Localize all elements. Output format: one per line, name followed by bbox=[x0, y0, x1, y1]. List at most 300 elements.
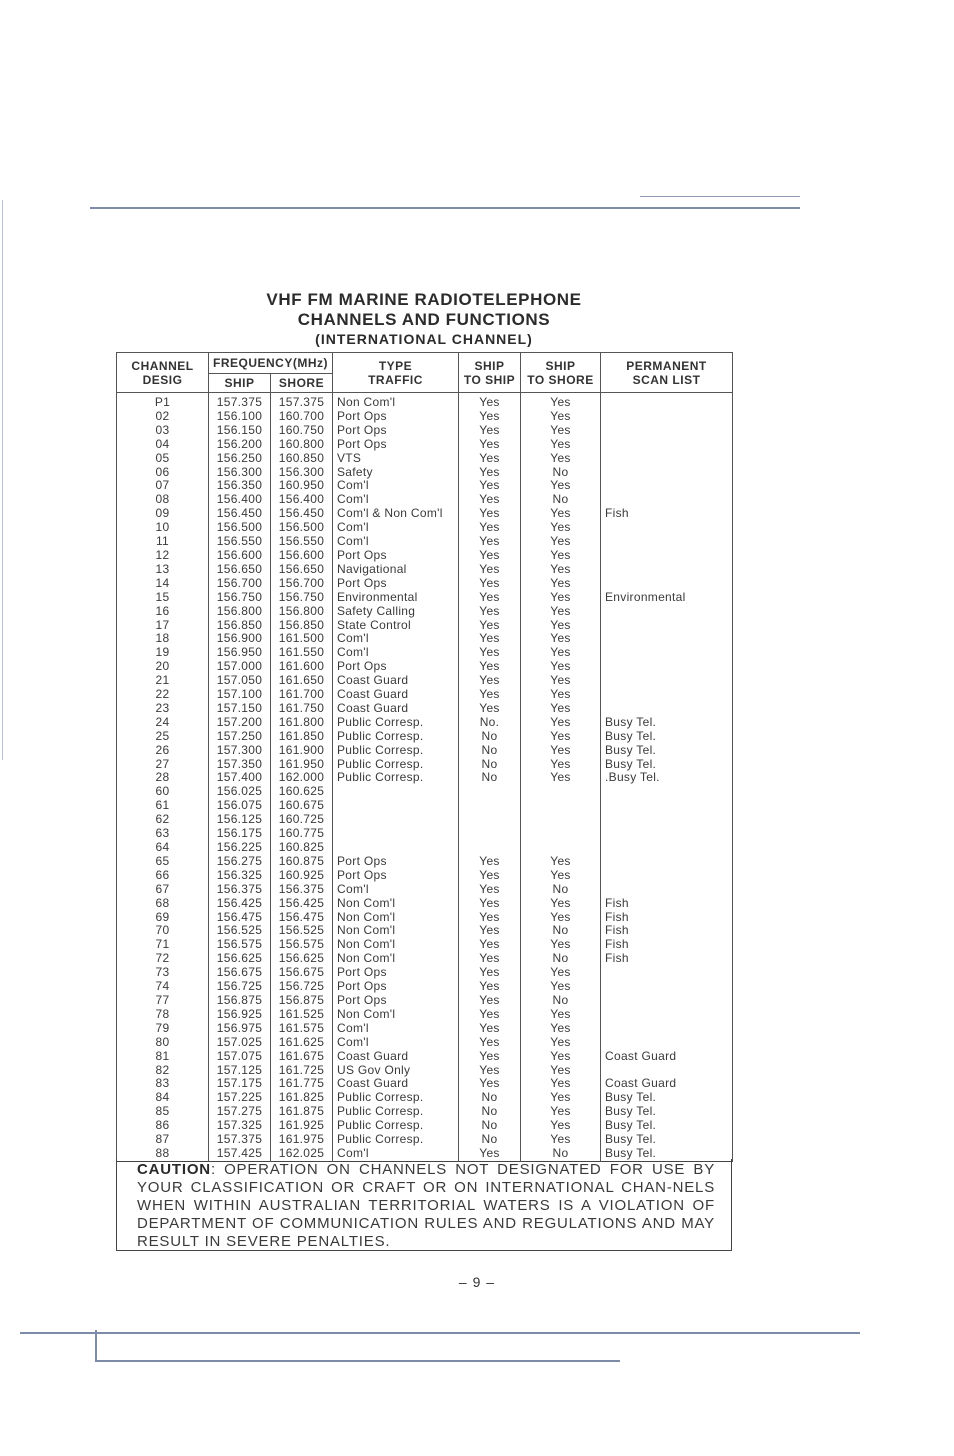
ship-frequency-cell: 156.875 bbox=[209, 994, 271, 1008]
traffic-type-cell: Port Ops bbox=[333, 424, 459, 438]
table-row bbox=[117, 452, 733, 466]
ship-to-ship-cell: Yes bbox=[459, 1064, 521, 1078]
shore-frequency-cell: 156.525 bbox=[271, 924, 333, 938]
ship-to-shore-cell: Yes bbox=[521, 897, 601, 911]
ship-to-ship-cell: Yes bbox=[459, 521, 521, 535]
channel-desig-cell: 04 bbox=[117, 438, 209, 452]
table-row bbox=[117, 827, 733, 841]
ship-to-ship-cell: No bbox=[459, 1119, 521, 1133]
channel-desig-cell: 20 bbox=[117, 660, 209, 674]
ship-frequency-cell: 157.150 bbox=[209, 702, 271, 716]
traffic-type-cell: Navigational bbox=[333, 563, 459, 577]
scan-list-cell: Fish bbox=[601, 897, 733, 911]
shore-frequency-cell: 162.000 bbox=[271, 771, 333, 785]
channel-desig-cell: 23 bbox=[117, 702, 209, 716]
ship-frequency-cell: 157.400 bbox=[209, 771, 271, 785]
channel-desig-cell: 24 bbox=[117, 716, 209, 730]
ship-to-ship-cell: Yes bbox=[459, 938, 521, 952]
table-row bbox=[117, 1133, 733, 1147]
ship-frequency-cell: 156.725 bbox=[209, 980, 271, 994]
ship-to-ship-cell: Yes bbox=[459, 577, 521, 591]
ship-frequency-cell: 157.325 bbox=[209, 1119, 271, 1133]
shore-frequency-cell: 156.725 bbox=[271, 980, 333, 994]
ship-frequency-cell: 156.800 bbox=[209, 605, 271, 619]
table-row bbox=[117, 758, 733, 772]
ship-to-shore-cell: Yes bbox=[521, 632, 601, 646]
ship-frequency-cell: 156.950 bbox=[209, 646, 271, 660]
table-row bbox=[117, 563, 733, 577]
ship-to-shore-cell: Yes bbox=[521, 938, 601, 952]
table-row bbox=[117, 869, 733, 883]
ship-frequency-cell: 156.300 bbox=[209, 466, 271, 480]
shore-frequency-cell: 156.475 bbox=[271, 911, 333, 925]
traffic-type-cell: Com'l bbox=[333, 479, 459, 493]
shore-frequency-cell: 161.900 bbox=[271, 744, 333, 758]
shore-frequency-cell: 160.775 bbox=[271, 827, 333, 841]
ship-frequency-cell: 157.100 bbox=[209, 688, 271, 702]
ship-to-ship-cell: No bbox=[459, 1105, 521, 1119]
ship-to-ship-cell: No. bbox=[459, 716, 521, 730]
channel-desig-cell: 87 bbox=[117, 1133, 209, 1147]
traffic-type-cell: Environmental bbox=[333, 591, 459, 605]
traffic-type-cell: Public Corresp. bbox=[333, 1119, 459, 1133]
scan-list-cell: Fish bbox=[601, 924, 733, 938]
ship-to-ship-cell: Yes bbox=[459, 393, 521, 410]
ship-to-shore-cell: Yes bbox=[521, 855, 601, 869]
ship-to-ship-cell: Yes bbox=[459, 619, 521, 633]
ship-to-shore-cell: Yes bbox=[521, 674, 601, 688]
table-row bbox=[117, 577, 733, 591]
table-row bbox=[117, 1064, 733, 1078]
header-permanent-scan-list: PERMANENT SCAN LIST bbox=[601, 353, 733, 393]
table-row bbox=[117, 952, 733, 966]
ship-to-shore-cell: Yes bbox=[521, 1036, 601, 1050]
shore-frequency-cell: 162.025 bbox=[271, 1147, 333, 1161]
ship-to-shore-cell: No bbox=[521, 466, 601, 480]
traffic-type-cell: Port Ops bbox=[333, 980, 459, 994]
ship-frequency-cell: 156.075 bbox=[209, 799, 271, 813]
ship-to-shore-cell bbox=[521, 785, 601, 799]
ship-frequency-cell: 156.150 bbox=[209, 424, 271, 438]
traffic-type-cell: Safety Calling bbox=[333, 605, 459, 619]
ship-to-ship-cell: Yes bbox=[459, 980, 521, 994]
ship-to-ship-cell: Yes bbox=[459, 994, 521, 1008]
ship-to-shore-cell: Yes bbox=[521, 577, 601, 591]
ship-to-ship-cell: Yes bbox=[459, 535, 521, 549]
ship-to-ship-cell bbox=[459, 841, 521, 855]
ship-to-ship-cell: Yes bbox=[459, 702, 521, 716]
ship-to-shore-cell: Yes bbox=[521, 1091, 601, 1105]
ship-to-shore-cell: No bbox=[521, 493, 601, 507]
traffic-type-cell: Non Com'l bbox=[333, 924, 459, 938]
shore-frequency-cell: 156.800 bbox=[271, 605, 333, 619]
channel-desig-cell: 11 bbox=[117, 535, 209, 549]
ship-frequency-cell: 156.500 bbox=[209, 521, 271, 535]
table-row bbox=[117, 646, 733, 660]
ship-to-shore-cell: Yes bbox=[521, 688, 601, 702]
scan-list-cell bbox=[601, 688, 733, 702]
ship-frequency-cell: 156.100 bbox=[209, 410, 271, 424]
shore-frequency-cell: 160.625 bbox=[271, 785, 333, 799]
ship-frequency-cell: 156.675 bbox=[209, 966, 271, 980]
shore-frequency-cell: 161.825 bbox=[271, 1091, 333, 1105]
shore-frequency-cell: 160.675 bbox=[271, 799, 333, 813]
channel-desig-cell: 65 bbox=[117, 855, 209, 869]
ship-to-ship-cell: Yes bbox=[459, 660, 521, 674]
table-row bbox=[117, 393, 733, 410]
table-row bbox=[117, 1077, 733, 1091]
shore-frequency-cell: 161.975 bbox=[271, 1133, 333, 1147]
ship-frequency-cell: 156.975 bbox=[209, 1022, 271, 1036]
ship-to-shore-cell bbox=[521, 813, 601, 827]
traffic-type-cell: Port Ops bbox=[333, 869, 459, 883]
ship-to-shore-cell: Yes bbox=[521, 410, 601, 424]
scan-list-cell bbox=[601, 479, 733, 493]
traffic-type-cell: Non Com'l bbox=[333, 897, 459, 911]
table-row bbox=[117, 521, 733, 535]
traffic-type-cell: Public Corresp. bbox=[333, 744, 459, 758]
scan-list-cell bbox=[601, 1064, 733, 1078]
ship-frequency-cell: 157.225 bbox=[209, 1091, 271, 1105]
ship-to-ship-cell: No bbox=[459, 730, 521, 744]
ship-to-shore-cell: Yes bbox=[521, 911, 601, 925]
ship-to-ship-cell: Yes bbox=[459, 549, 521, 563]
shore-frequency-cell: 156.850 bbox=[271, 619, 333, 633]
scan-list-cell bbox=[601, 493, 733, 507]
traffic-type-cell: Com'l bbox=[333, 646, 459, 660]
scan-list-cell: Busy Tel. bbox=[601, 1147, 733, 1161]
table-row bbox=[117, 799, 733, 813]
shore-frequency-cell: 160.950 bbox=[271, 479, 333, 493]
ship-to-shore-cell: Yes bbox=[521, 980, 601, 994]
ship-to-ship-cell bbox=[459, 827, 521, 841]
ship-to-ship-cell: Yes bbox=[459, 438, 521, 452]
ship-to-shore-cell: Yes bbox=[521, 424, 601, 438]
shore-frequency-cell: 161.600 bbox=[271, 660, 333, 674]
channel-desig-cell: 03 bbox=[117, 424, 209, 438]
traffic-type-cell: Com'l bbox=[333, 1022, 459, 1036]
channel-desig-cell: 66 bbox=[117, 869, 209, 883]
channel-desig-cell: 64 bbox=[117, 841, 209, 855]
scan-list-cell bbox=[601, 535, 733, 549]
shore-frequency-cell: 160.875 bbox=[271, 855, 333, 869]
channel-desig-cell: 85 bbox=[117, 1105, 209, 1119]
ship-to-shore-cell: Yes bbox=[521, 660, 601, 674]
channel-desig-cell: 28 bbox=[117, 771, 209, 785]
table-row bbox=[117, 410, 733, 424]
ship-to-ship-cell: Yes bbox=[459, 674, 521, 688]
ship-to-ship-cell: Yes bbox=[459, 1147, 521, 1161]
ship-to-shore-cell: Yes bbox=[521, 1008, 601, 1022]
shore-frequency-cell: 156.875 bbox=[271, 994, 333, 1008]
traffic-type-cell: Coast Guard bbox=[333, 702, 459, 716]
ship-to-ship-cell: Yes bbox=[459, 479, 521, 493]
shore-frequency-cell: 156.650 bbox=[271, 563, 333, 577]
traffic-type-cell: VTS bbox=[333, 452, 459, 466]
channel-desig-cell: 80 bbox=[117, 1036, 209, 1050]
table-row bbox=[117, 507, 733, 521]
ship-frequency-cell: 157.425 bbox=[209, 1147, 271, 1161]
table-row bbox=[117, 911, 733, 925]
ship-to-shore-cell: No bbox=[521, 924, 601, 938]
ship-frequency-cell: 156.225 bbox=[209, 841, 271, 855]
channel-desig-cell: 12 bbox=[117, 549, 209, 563]
scan-list-cell bbox=[601, 563, 733, 577]
channel-desig-cell: 77 bbox=[117, 994, 209, 1008]
scan-list-cell bbox=[601, 632, 733, 646]
ship-to-shore-cell: Yes bbox=[521, 507, 601, 521]
traffic-type-cell bbox=[333, 827, 459, 841]
channel-desig-cell: 74 bbox=[117, 980, 209, 994]
ship-frequency-cell: 157.300 bbox=[209, 744, 271, 758]
table-row bbox=[117, 771, 733, 785]
scan-line-bottom-2 bbox=[95, 1360, 620, 1362]
shore-frequency-cell: 156.500 bbox=[271, 521, 333, 535]
ship-frequency-cell: 157.250 bbox=[209, 730, 271, 744]
caution-label: CAUTION bbox=[137, 1161, 211, 1178]
ship-to-ship-cell: Yes bbox=[459, 1022, 521, 1036]
ship-frequency-cell: 157.375 bbox=[209, 393, 271, 410]
ship-to-ship-cell: Yes bbox=[459, 410, 521, 424]
ship-frequency-cell: 157.175 bbox=[209, 1077, 271, 1091]
channel-desig-cell: 02 bbox=[117, 410, 209, 424]
traffic-type-cell: Port Ops bbox=[333, 660, 459, 674]
ship-to-shore-cell: No bbox=[521, 952, 601, 966]
scan-list-cell bbox=[601, 869, 733, 883]
ship-to-shore-cell: Yes bbox=[521, 438, 601, 452]
ship-frequency-cell: 156.750 bbox=[209, 591, 271, 605]
ship-to-shore-cell: Yes bbox=[521, 646, 601, 660]
traffic-type-cell: Public Corresp. bbox=[333, 758, 459, 772]
ship-to-ship-cell: Yes bbox=[459, 883, 521, 897]
traffic-type-cell: State Control bbox=[333, 619, 459, 633]
traffic-type-cell: Coast Guard bbox=[333, 1077, 459, 1091]
scan-list-cell: .Busy Tel. bbox=[601, 771, 733, 785]
ship-to-shore-cell: Yes bbox=[521, 744, 601, 758]
channel-desig-cell: P1 bbox=[117, 393, 209, 410]
ship-to-ship-cell: Yes bbox=[459, 646, 521, 660]
table-row bbox=[117, 660, 733, 674]
ship-frequency-cell: 156.025 bbox=[209, 785, 271, 799]
ship-frequency-cell: 156.125 bbox=[209, 813, 271, 827]
ship-to-ship-cell: Yes bbox=[459, 924, 521, 938]
header-frequency: FREQUENCY(MHz) bbox=[209, 353, 333, 374]
ship-to-ship-cell: Yes bbox=[459, 952, 521, 966]
ship-to-ship-cell: Yes bbox=[459, 466, 521, 480]
table-row bbox=[117, 1119, 733, 1133]
traffic-type-cell: Port Ops bbox=[333, 549, 459, 563]
ship-frequency-cell: 157.375 bbox=[209, 1133, 271, 1147]
ship-to-shore-cell: No bbox=[521, 1147, 601, 1161]
table-row bbox=[117, 549, 733, 563]
channel-desig-cell: 10 bbox=[117, 521, 209, 535]
ship-to-ship-cell: Yes bbox=[459, 1050, 521, 1064]
ship-frequency-cell: 157.025 bbox=[209, 1036, 271, 1050]
ship-frequency-cell: 156.925 bbox=[209, 1008, 271, 1022]
table-row bbox=[117, 535, 733, 549]
channel-desig-cell: 84 bbox=[117, 1091, 209, 1105]
channel-desig-cell: 62 bbox=[117, 813, 209, 827]
shore-frequency-cell: 161.775 bbox=[271, 1077, 333, 1091]
scan-list-cell bbox=[601, 549, 733, 563]
table-row bbox=[117, 466, 733, 480]
channel-desig-cell: 19 bbox=[117, 646, 209, 660]
shore-frequency-cell: 156.750 bbox=[271, 591, 333, 605]
shore-frequency-cell: 161.925 bbox=[271, 1119, 333, 1133]
ship-to-shore-cell: Yes bbox=[521, 1022, 601, 1036]
ship-to-ship-cell: Yes bbox=[459, 688, 521, 702]
ship-to-ship-cell: Yes bbox=[459, 507, 521, 521]
table-row bbox=[117, 994, 733, 1008]
traffic-type-cell: US Gov Only bbox=[333, 1064, 459, 1078]
channel-desig-cell: 13 bbox=[117, 563, 209, 577]
ship-frequency-cell: 157.125 bbox=[209, 1064, 271, 1078]
table-row bbox=[117, 1050, 733, 1064]
ship-to-shore-cell bbox=[521, 827, 601, 841]
scan-list-cell: Coast Guard bbox=[601, 1077, 733, 1091]
shore-frequency-cell: 161.525 bbox=[271, 1008, 333, 1022]
scan-list-cell: Busy Tel. bbox=[601, 758, 733, 772]
shore-frequency-cell: 156.300 bbox=[271, 466, 333, 480]
ship-to-ship-cell bbox=[459, 799, 521, 813]
ship-frequency-cell: 156.650 bbox=[209, 563, 271, 577]
channel-desig-cell: 21 bbox=[117, 674, 209, 688]
ship-to-ship-cell: No bbox=[459, 771, 521, 785]
ship-to-ship-cell: Yes bbox=[459, 855, 521, 869]
ship-frequency-cell: 156.400 bbox=[209, 493, 271, 507]
channel-desig-cell: 07 bbox=[117, 479, 209, 493]
traffic-type-cell: Com'l bbox=[333, 493, 459, 507]
ship-to-shore-cell: Yes bbox=[521, 1119, 601, 1133]
ship-to-shore-cell: Yes bbox=[521, 521, 601, 535]
shore-frequency-cell: 157.375 bbox=[271, 393, 333, 410]
traffic-type-cell: Coast Guard bbox=[333, 1050, 459, 1064]
traffic-type-cell: Public Corresp. bbox=[333, 716, 459, 730]
scan-list-cell bbox=[601, 1008, 733, 1022]
shore-frequency-cell: 160.925 bbox=[271, 869, 333, 883]
channel-desig-cell: 05 bbox=[117, 452, 209, 466]
ship-to-ship-cell: No bbox=[459, 1133, 521, 1147]
channel-desig-cell: 15 bbox=[117, 591, 209, 605]
ship-to-shore-cell: Yes bbox=[521, 1050, 601, 1064]
ship-frequency-cell: 156.475 bbox=[209, 911, 271, 925]
shore-frequency-cell: 160.750 bbox=[271, 424, 333, 438]
channel-desig-cell: 72 bbox=[117, 952, 209, 966]
table-row bbox=[117, 730, 733, 744]
ship-to-shore-cell: Yes bbox=[521, 535, 601, 549]
header-type-traffic: TYPE TRAFFIC bbox=[333, 353, 459, 393]
ship-frequency-cell: 156.350 bbox=[209, 479, 271, 493]
caution-text: : OPERATION ON CHANNELS NOT DESIGNATED FOR USE BY YOUR CLASSIFICATION OR CRAFT OR ON INTERNATIONAL CHAN-NELS WHEN WITHIN AUSTRALIAN TERRITORIAL WATERS IS A VIOLATION OF DEPARTMENT OF COMMUNICATION RULES AND REGULATIONS AND MAY RESULT IN SEVERE PENALTIES. bbox=[137, 1161, 715, 1250]
title-line-2: CHANNELS AND FUNCTIONS bbox=[297, 310, 551, 329]
scan-list-cell bbox=[601, 577, 733, 591]
traffic-type-cell: Com'l & Non Com'l bbox=[333, 507, 459, 521]
traffic-type-cell: Com'l bbox=[333, 883, 459, 897]
ship-to-ship-cell: No bbox=[459, 1091, 521, 1105]
channel-table bbox=[116, 352, 733, 1162]
ship-frequency-cell: 156.175 bbox=[209, 827, 271, 841]
traffic-type-cell: Port Ops bbox=[333, 410, 459, 424]
table-row bbox=[117, 591, 733, 605]
traffic-type-cell: Port Ops bbox=[333, 994, 459, 1008]
ship-to-shore-cell: Yes bbox=[521, 716, 601, 730]
channel-desig-cell: 70 bbox=[117, 924, 209, 938]
ship-to-ship-cell: Yes bbox=[459, 452, 521, 466]
ship-to-shore-cell: Yes bbox=[521, 1133, 601, 1147]
shore-frequency-cell: 161.575 bbox=[271, 1022, 333, 1036]
scan-list-cell: Busy Tel. bbox=[601, 1091, 733, 1105]
shore-frequency-cell: 160.800 bbox=[271, 438, 333, 452]
table-row bbox=[117, 1036, 733, 1050]
channel-rows bbox=[117, 393, 733, 1162]
scan-list-cell: Busy Tel. bbox=[601, 1133, 733, 1147]
table-row bbox=[117, 785, 733, 799]
shore-frequency-cell: 161.625 bbox=[271, 1036, 333, 1050]
ship-to-ship-cell: Yes bbox=[459, 869, 521, 883]
ship-frequency-cell: 157.000 bbox=[209, 660, 271, 674]
traffic-type-cell: Safety bbox=[333, 466, 459, 480]
shore-frequency-cell: 160.825 bbox=[271, 841, 333, 855]
table-row bbox=[117, 938, 733, 952]
scan-list-cell: Fish bbox=[601, 938, 733, 952]
scan-list-cell bbox=[601, 660, 733, 674]
table-row bbox=[117, 424, 733, 438]
ship-to-shore-cell: Yes bbox=[521, 1105, 601, 1119]
shore-frequency-cell: 161.500 bbox=[271, 632, 333, 646]
scan-list-cell: Fish bbox=[601, 911, 733, 925]
scan-list-cell: Fish bbox=[601, 507, 733, 521]
shore-frequency-cell: 156.400 bbox=[271, 493, 333, 507]
ship-frequency-cell: 156.425 bbox=[209, 897, 271, 911]
channel-desig-cell: 18 bbox=[117, 632, 209, 646]
scan-line-top bbox=[90, 207, 800, 209]
channel-desig-cell: 17 bbox=[117, 619, 209, 633]
shore-frequency-cell: 156.700 bbox=[271, 577, 333, 591]
table-row bbox=[117, 438, 733, 452]
scan-line-bottom bbox=[20, 1332, 860, 1334]
scan-list-cell bbox=[601, 855, 733, 869]
traffic-type-cell bbox=[333, 841, 459, 855]
ship-to-shore-cell: Yes bbox=[521, 758, 601, 772]
scan-list-cell bbox=[601, 466, 733, 480]
shore-frequency-cell: 161.675 bbox=[271, 1050, 333, 1064]
scan-list-cell bbox=[601, 827, 733, 841]
table-row bbox=[117, 702, 733, 716]
scan-list-cell bbox=[601, 674, 733, 688]
shore-frequency-cell: 156.675 bbox=[271, 966, 333, 980]
scan-list-cell bbox=[601, 646, 733, 660]
ship-to-ship-cell: Yes bbox=[459, 1077, 521, 1091]
channel-desig-cell: 26 bbox=[117, 744, 209, 758]
ship-to-ship-cell: Yes bbox=[459, 897, 521, 911]
ship-to-ship-cell: Yes bbox=[459, 424, 521, 438]
traffic-type-cell: Non Com'l bbox=[333, 393, 459, 410]
table-row bbox=[117, 605, 733, 619]
ship-frequency-cell: 156.200 bbox=[209, 438, 271, 452]
table-row bbox=[117, 1008, 733, 1022]
traffic-type-cell: Coast Guard bbox=[333, 674, 459, 688]
title-line-1: VHF FM MARINE RADIOTELEPHONE bbox=[266, 290, 582, 309]
channel-desig-cell: 22 bbox=[117, 688, 209, 702]
ship-to-shore-cell: Yes bbox=[521, 702, 601, 716]
shore-frequency-cell: 156.425 bbox=[271, 897, 333, 911]
scan-list-cell: Environmental bbox=[601, 591, 733, 605]
ship-frequency-cell: 156.250 bbox=[209, 452, 271, 466]
traffic-type-cell: Port Ops bbox=[333, 966, 459, 980]
ship-to-ship-cell bbox=[459, 785, 521, 799]
table-row bbox=[117, 855, 733, 869]
table-row bbox=[117, 813, 733, 827]
